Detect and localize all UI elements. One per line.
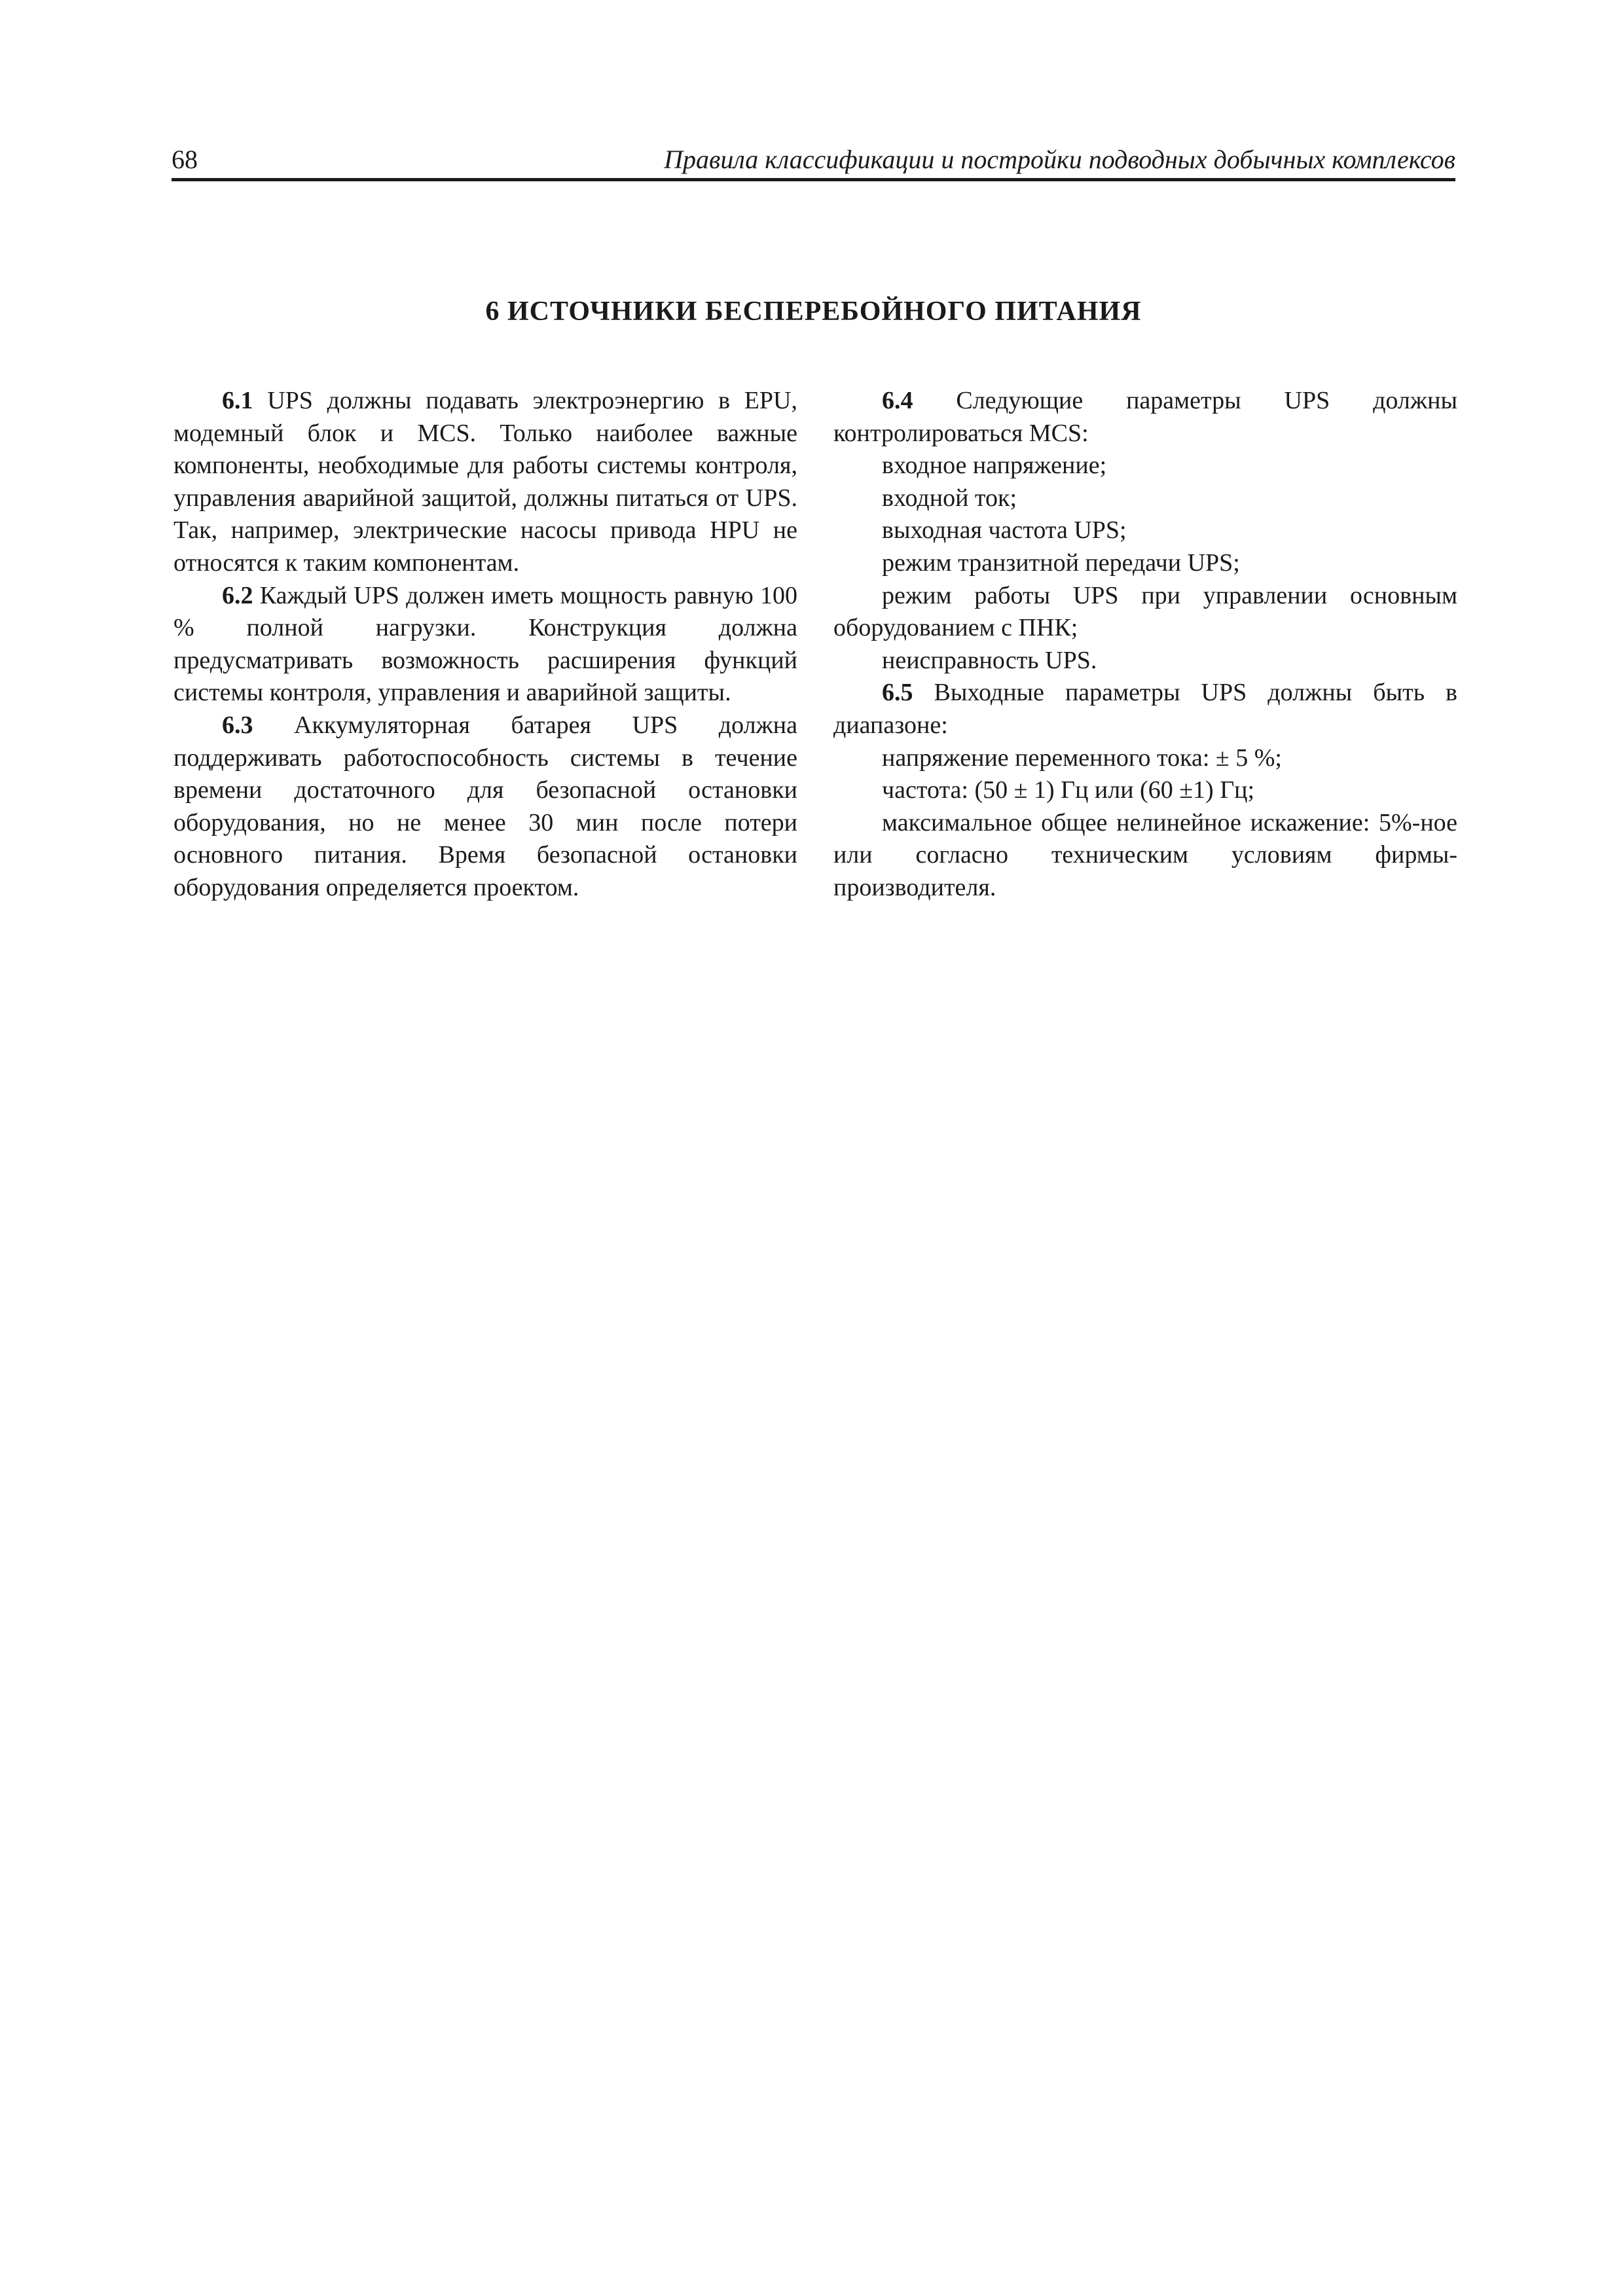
paragraph-number: 6.1 <box>222 387 253 414</box>
paragraph-text: Выходные параметры UPS должны быть в диапазоне: <box>833 679 1457 739</box>
paragraph-6-1 <box>173 385 797 580</box>
paragraph-6-3 <box>173 709 797 905</box>
paragraph-number: 6.5 <box>882 679 913 707</box>
paragraph-number: 6.4 <box>882 387 913 414</box>
page-header <box>172 139 1455 181</box>
list-item: режим транзитной передачи UPS; <box>882 548 1240 577</box>
list-item: частота: (50 ± 1) Гц или (60 ±1) Гц; <box>882 776 1255 804</box>
section-title: 6 ИСТОЧНИКИ БЕСПЕРЕБОЙНОГО ПИТАНИЯ <box>485 296 1142 327</box>
page-number: 68 <box>172 145 198 174</box>
paragraph-number: 6.2 <box>222 581 253 609</box>
list-item: максимальное общее нелинейное искажение: 5%-ное или согласно техническим условиям фирмы-производителя. <box>833 808 1457 901</box>
paragraph-text: Каждый UPS должен иметь мощность равную 100 % полной нагрузки. Конструкция должна предусматривать возможность расширения функций системы контроля, управления и аварийной защиты. <box>173 581 797 707</box>
paragraph-text: Следующие параметры UPS должны контролироваться MCS: <box>833 387 1457 447</box>
left-column <box>173 385 797 905</box>
list-item: входной ток; <box>882 484 1017 512</box>
list-item: режим работы UPS при управлении основным оборудованием с ПНК; <box>833 581 1457 642</box>
paragraph-6-4 <box>833 385 1457 450</box>
paragraph-number: 6.3 <box>222 711 253 739</box>
running-title: Правила классификации и постройки подводных добычных комплексов <box>664 145 1455 174</box>
paragraph-6-2 <box>173 580 797 709</box>
paragraph-text: UPS должны подавать электроэнергию в EPU, модемный блок и MCS. Только наиболее важные компоненты, необходимые для работы системы контроля, управления аварийной защитой, должны питаться от UPS. Так, например, электрические насосы привода HPU не относятся к таким компонентам. <box>173 387 797 577</box>
list-item: входное напряжение; <box>882 452 1107 480</box>
paragraph-text: Аккумуляторная батарея UPS должна поддерживать работоспособность системы в течение времени достаточного для безопасной остановки оборудования, но не менее 30 мин после потери основного питания. Время безопасной остановки оборудования определяется проектом. <box>173 711 797 901</box>
paragraph-6-5 <box>833 677 1457 742</box>
list-item: напряжение переменного тока: ± 5 %; <box>882 744 1282 772</box>
right-column <box>833 385 1457 905</box>
list-item: неисправность UPS. <box>882 646 1097 674</box>
list-item: выходная частота UPS; <box>882 516 1127 545</box>
